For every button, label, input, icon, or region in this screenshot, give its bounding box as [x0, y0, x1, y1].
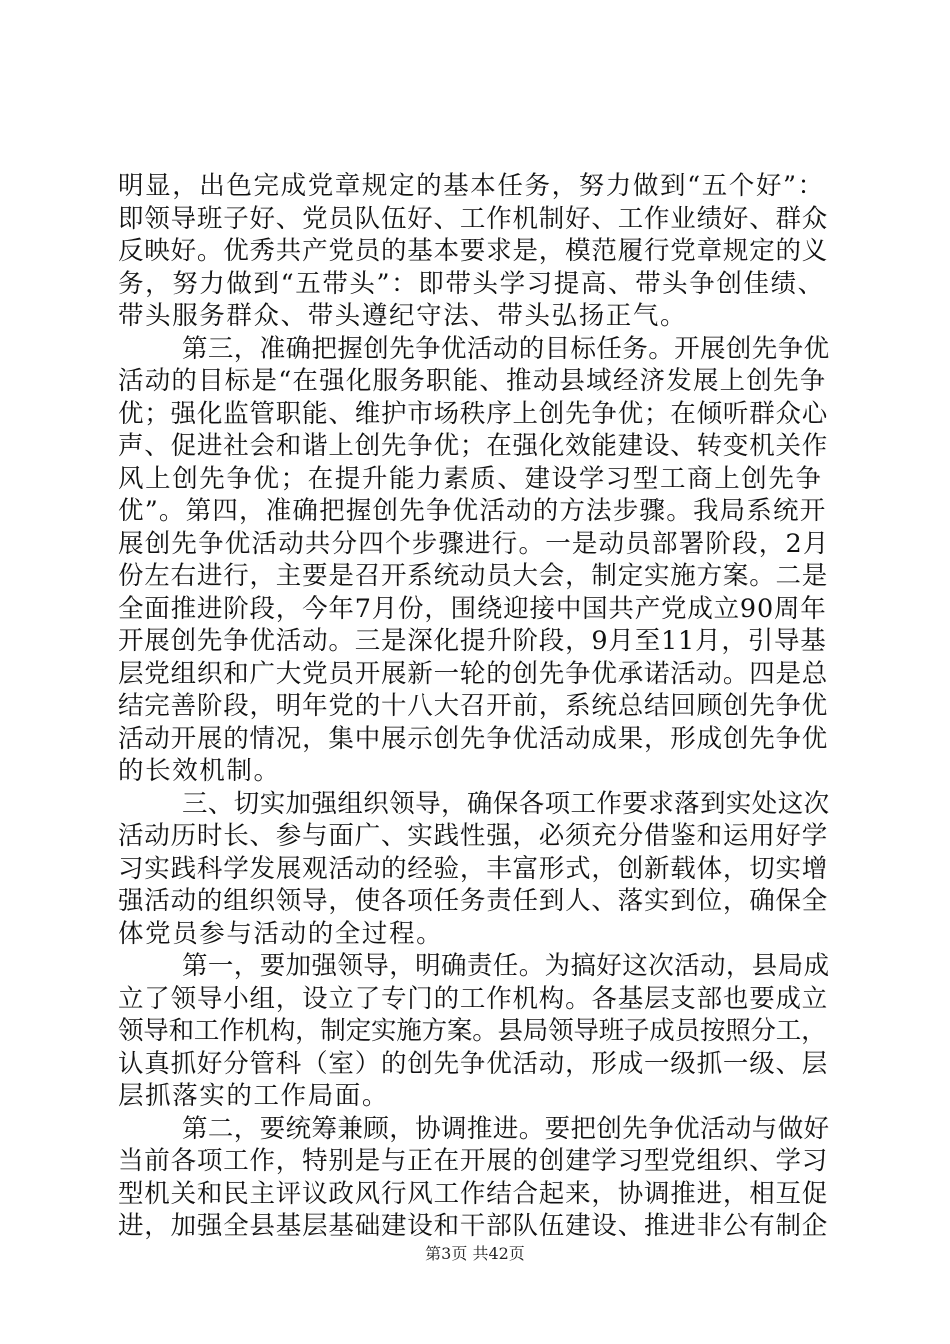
- text-line: 的长效机制。: [118, 756, 281, 786]
- text-line: 份左右进行，主要是召开系统动员大会，制定实施方案。二是: [118, 561, 829, 591]
- text-line: 当前各项工作，特别是与正在开展的创建学习型党组织、学习: [118, 1146, 829, 1176]
- text-line: 风上创先争优；在提升能力素质、建设学习型工商上创先争: [118, 463, 823, 494]
- text-line: 结完善阶段，明年党的十八大召开前，系统总结回顾创先争优: [118, 691, 829, 721]
- text-line: 活动开展的情况，集中展示创先争优活动成果，形成创先争优: [118, 723, 829, 754]
- text-line: 第一，要加强领导，明确责任。为搞好这次活动，县局成: [182, 951, 830, 981]
- text-line: 第二，要统筹兼顾，协调推进。要把创先争优活动与做好: [182, 1113, 830, 1144]
- text-line: 领导和工作机构，制定实施方案。县局领导班子成员按照分工，: [118, 1016, 827, 1046]
- text-line: 第三，准确把握创先争优活动的目标任务。开展创先争优: [182, 333, 830, 364]
- text-line: 声、促进社会和谐上创先争优；在强化效能建设、转变机关作: [118, 431, 829, 461]
- text-line: 层党组织和广大党员开展新一轮的创先争优承诺活动。四是总: [118, 658, 829, 689]
- text-line: 活动的目标是“在强化服务职能、推动县域经济发展上创先争: [118, 366, 827, 396]
- text-line: 反映好。优秀共产党员的基本要求是，模范履行党章规定的义: [118, 236, 829, 266]
- text-line: 活动历时长、参与面广、实践性强，必须充分借鉴和运用好学: [118, 821, 829, 851]
- text-line: 明显，出色完成党章规定的基本任务，努力做到“五个好”：: [118, 171, 825, 201]
- text-line: 优；强化监管职能、维护市场秩序上创先争优；在倾听群众心: [118, 398, 829, 429]
- page-footer: [0, 1243, 950, 1265]
- text-line: 全面推进阶段，今年7月份，围绕迎接中国共产党成立90周年: [118, 593, 827, 624]
- text-line: 立了领导小组，设立了专门的工作机构。各基层支部也要成立: [118, 983, 829, 1014]
- text-line: 优”。第四，准确把握创先争优活动的方法步骤。我局系统开: [118, 496, 827, 526]
- text-line: 带头服务群众、带头遵纪守法、带头弘扬正气。: [118, 301, 688, 331]
- text-line: 进，加强全县基层基础建设和干部队伍建设、推进非公有制企: [118, 1211, 829, 1241]
- text-line: 认真抓好分管科（室）的创先争优活动，形成一级抓一级、层: [118, 1048, 829, 1079]
- text-line: 三、切实加强组织领导，确保各项工作要求落到实处这次: [182, 788, 830, 819]
- text-line: 型机关和民主评议政风行风工作结合起来，协调推进，相互促: [118, 1178, 829, 1209]
- text-line: 体党员参与活动的全过程。: [118, 918, 444, 949]
- text-line: 强活动的组织领导，使各项任务责任到人、落实到位，确保全: [118, 886, 829, 916]
- text-line: 习实践科学发展观活动的经验，丰富形式，创新载体，切实增: [118, 853, 829, 884]
- text-line: 即领导班子好、党员队伍好、工作机制好、工作业绩好、群众: [118, 203, 829, 234]
- page-number: 第3页 共42页: [425, 1244, 525, 1263]
- document-body: [118, 170, 830, 1243]
- text-line: 展创先争优活动共分四个步骤进行。一是动员部署阶段，2月: [118, 528, 830, 559]
- text-line: 层抓落实的工作局面。: [118, 1081, 390, 1111]
- text-line: 务，努力做到“五带头”：即带头学习提高、带头争创佳绩、: [118, 268, 825, 299]
- text-line: 开展创先争优活动。三是深化提升阶段，9月至11月，引导基: [118, 626, 827, 656]
